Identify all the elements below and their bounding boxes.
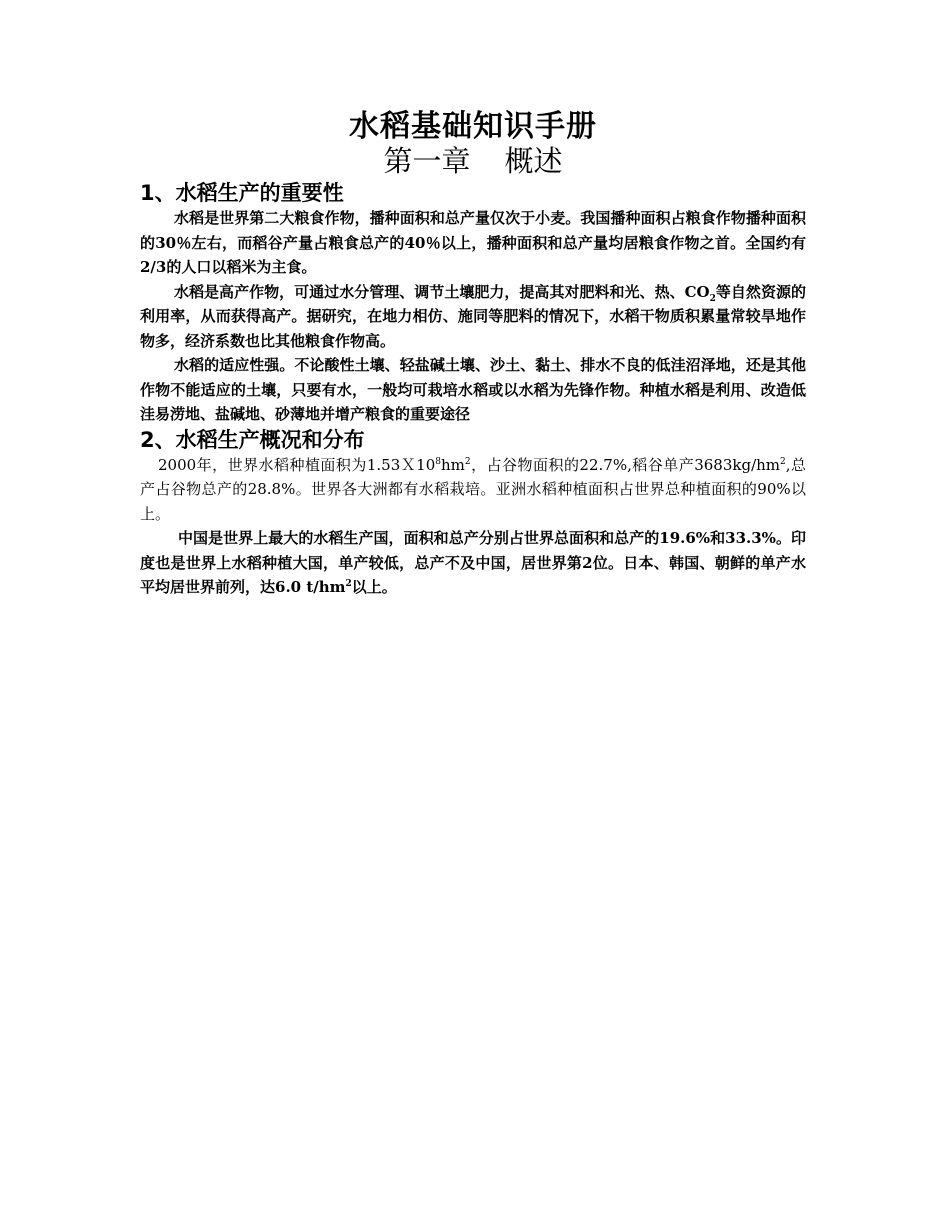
chapter-name: 概述 bbox=[504, 144, 563, 178]
chapter-title bbox=[140, 144, 806, 178]
superscript: 2 bbox=[464, 456, 471, 467]
superscript: 2 bbox=[345, 579, 352, 589]
section-heading: 2、水稻生产概况和分布 bbox=[140, 427, 365, 452]
subscript: 2 bbox=[709, 293, 716, 304]
section-heading: 1、水稻生产的重要性 bbox=[140, 181, 344, 205]
paragraph: 水稻是世界第二大粮食作物，播种面积和总产量仅次于小麦。我国播种面积占粮食作物播种面积的30％左右，而稻谷产量占粮食总产的40％以上，播种面积和总产量均居粮食作物之首。全国约有2/3的人口以稻米为主食。 bbox=[140, 209, 806, 276]
document-content bbox=[140, 110, 806, 600]
paragraph-text: 2000年，世界水稻种植面积为1.53Ｘ10 bbox=[158, 455, 436, 474]
unit-text: hm bbox=[441, 455, 465, 474]
paragraph-text: 中国是世界上最大的水稻生产国，面积和总产分别占世界总面积和总产的19.6%和33.3%。印度也是世界上水稻种植大国，单产较低，总产不及中国，居世界第2位。日本、韩国、朝鲜的单产水平均居世界前列，达6.0 t/hm bbox=[140, 529, 806, 596]
paragraph bbox=[140, 453, 806, 527]
paragraph bbox=[140, 526, 806, 600]
paragraph-text: ,总产占谷物总产的28.8%。世界各大洲都有水稻栽培。亚洲水稻种植面积占世界总种植面积的90%以上。 bbox=[140, 455, 806, 523]
superscript: 8 bbox=[435, 456, 442, 467]
paragraph bbox=[140, 280, 806, 354]
paragraph-text: ，占谷物面积的22.7%,稻谷单产3683kg/hm bbox=[470, 455, 781, 474]
document-title: 水稻基础知识手册 bbox=[349, 109, 597, 144]
paragraph-text: 水稻是高产作物，可通过水分管理、调节土壤肥力，提高其对肥料和光、热、CO bbox=[174, 282, 710, 301]
paragraph: 水稻的适应性强。不论酸性土壤、轻盐碱土壤、沙土、黏土、排水不良的低洼沼泽地，还是其他作物不能适应的土壤，只要有水，一般均可栽培水稻或以水稻为先锋作物。种植水稻是利用、改造低洼易涝地、盐碱地、砂薄地并增产粮食的重要途径 bbox=[140, 356, 806, 423]
paragraph-text: 以上。 bbox=[351, 578, 397, 596]
superscript: 2 bbox=[780, 456, 786, 467]
chapter-label: 第一章 bbox=[383, 144, 471, 178]
paragraph-text: 等自然资源的利用率，从而获得高产。据研究，在地力相仿、施同等肥料的情况下，水稻干物质积累量常较旱地作物多，经济系数也比其他粮食作物高。 bbox=[140, 282, 806, 350]
